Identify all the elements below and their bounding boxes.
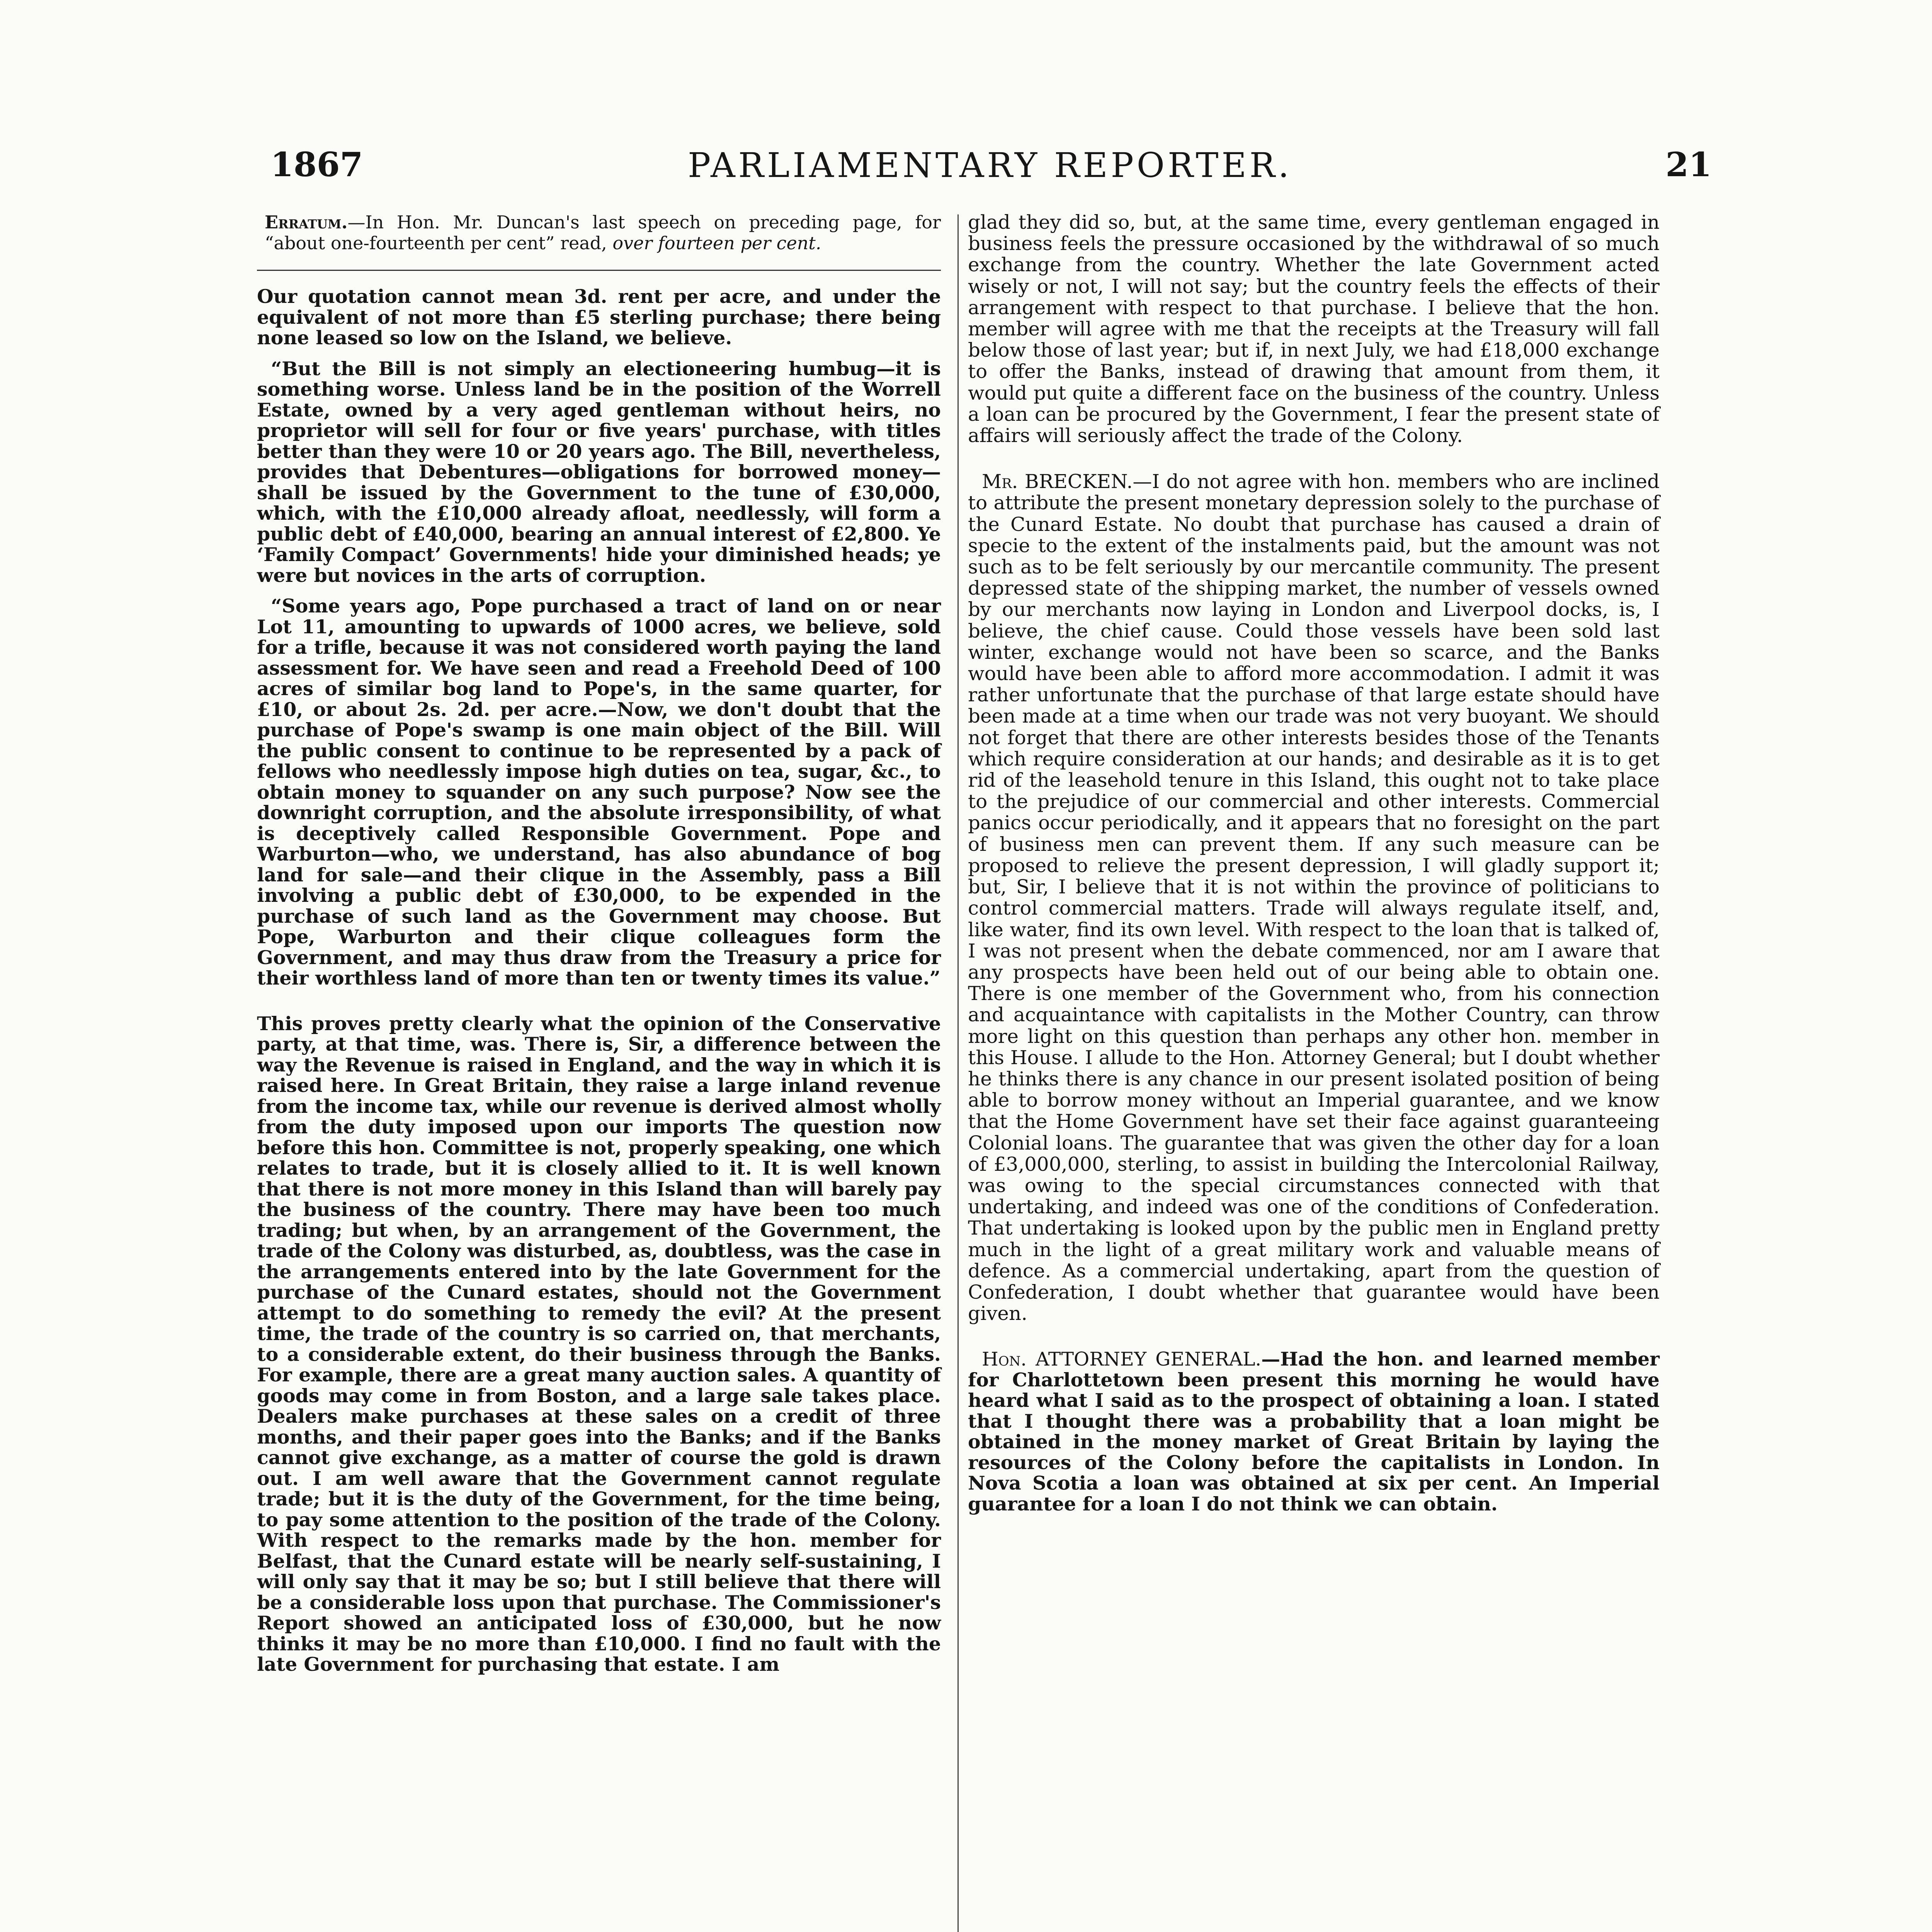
brecken-speech: —I do not agree with hon. members who are inclined to attribute the present monetary depression solely to the purchase of the Cunard Estate. No doubt that purchase has caused a drain of specie to the extent of the instalments paid, but the amount was not such as to be felt seriously by our mercantile community. The present depressed state of the shipping market, the number of vessels owned by our merchants now laying in London and Liverpool docks, is, I believe, the chief cause. Could those vessels have been sold last winter, exchange would not have been so scarce, and the Banks would have been able to afford more accommodation. I admit it was rather unfortunate that the purchase of that large estate should have been made at a time when our trade was not very buoyant. We should not forget that there are other interests besides those of the Tenants which require consideration at our hands; and desirable as it is to get rid of the leasehold tenure in this Island, this ought not to take place to the prejudice of our commercial and other interests. Commercial panics occur periodically, and it appears that no foresight on the part of business men can prevent them. If any such measure can be proposed to relieve the present depression, I will gladly support it; but, Sir, I believe that it is not within the province of politicians to control commercial matters. Trade will always regulate itself, and, like water, find its own level. With respect to the loan that is talked of, I was not present when the debate commenced, nor am I aware that any prospects have been held out of our being able to obtain one. There is one member of the Government who, from his connection and acquaintance with capitalists in the Mother Country, can throw more light on this question than perhaps any other hon. member in this House. I allude to the Hon. Attorney General; but I doubt whether he thinks there is any chance in our present isolated position of being able to borrow money without an Imperial guarantee, and we know that the Home Government have set their face against guaranteeing Colonial loans. The guarantee that was given the other day for a loan of £3,000,000, sterling, to assist in building the Intercolonial Railway, was owing to the special circumstances connected with that undertaking, and indeed was one of the conditions of Confederation. That undertaking is looked upon by the public men in England pretty much in the light of a great military work and valuable means of defence. As a commercial undertaking, apart from the question of Confederation, I doubt whether that guarantee would have been given. (968, 470, 1660, 1325)
speaker-attorney-general: Hon. ATTORNEY GENERAL. (982, 1348, 1262, 1371)
header-year: 1867 (270, 145, 363, 184)
paragraph-quotation-note: Our quotation cannot mean 3d. rent per acre, and under the equivalent of not more than £5 sterling purchase; there being none leased so low on the Island, we believe. (257, 285, 941, 349)
left-column (257, 212, 941, 1675)
right-column (968, 212, 1660, 1514)
erratum-note (257, 212, 941, 253)
header-title: PARLIAMENTARY REPORTER. (688, 145, 1292, 185)
paragraph-attorney-general (968, 1349, 1660, 1514)
quoted-paragraph-2: “Some years ago, Pope purchased a tract of land on or near Lot 11, amounting to upwards of 1000 acres, we believe, sold for a trifle, because it was not considered worth paying the land assessment for. We have seen and read a Freehold Deed of 100 acres of similar bog land to Pope's, in the same quarter, for £10, or about 2s. 2d. per acre.—Now, we don't doubt that the purchase of Pope's swamp is one main object of the Bill. Will the public consent to continue to be represented by a pack of fellows who needlessly impose high duties on tea, sugar, &c., to obtain money to squander on any such purpose? Now see the downright corruption, and the absolute irresponsibility, of what is deceptively called Responsible Government. Pope and Warburton—who, we understand, has also abundance of bog land for sale—and their clique in the Assembly, pass a Bill involving a public debt of £30,000, to be expended in the purchase of such land as the Government may choose. But Pope, Warburton and their clique colleagues form the Government, and may thus draw from the Treasury a price for their worthless land of more than ten or twenty times its value.” (257, 595, 941, 989)
erratum-divider (257, 270, 941, 271)
paragraph-continuation: glad they did so, but, at the same time, every gentleman engaged in business feels the pressure occasioned by the withdrawal of so much exchange from the country. Whether the late Government acted wisely or not, I will not say; but the country feels the effects of their arrangement with respect to that purchase. I believe that the hon. member will agree with me that the receipts at the Treasury will fall below those of last year; but if, in next July, we had £18,000 exchange to offer the Banks, instead of drawing that amount from them, it would put quite a different face on the business of the country. Unless a loan can be procured by the Government, I fear the present state of affairs will seriously affect the trade of the Colony. (968, 211, 1660, 447)
page-header (270, 145, 1712, 192)
erratum-correction: over fourteen per cent. (612, 233, 821, 253)
speaker-brecken: Mr. BRECKEN. (982, 470, 1133, 493)
paragraph-brecken (968, 471, 1660, 1324)
attorney-general-speech: —Had the hon. and learned member for Charlottetown been present this morning he would have heard what I said as to the prospect of obtaining a loan. I stated that I thought there was a probability that a loan might be obtained in the money market of Great Britain by laying the resources of the Colony before the capitalists in London. In Nova Scotia a loan was obtained at six per cent. An Imperial guarantee for a loan I do not think we can obtain. (968, 1348, 1660, 1515)
column-divider (957, 214, 959, 1932)
erratum-body: —In Hon. Mr. Duncan's last speech on preceding page, for “about one-fourteenth per cent” read, (265, 212, 941, 253)
quoted-paragraph-1: “But the Bill is not simply an electioneering humbug—it is something worse. Unless land be in the position of the Worrell Estate, owned by a very aged gentleman without heirs, no proprietor will sell for four or five years' purchase, with titles better than they were 10 or 20 years ago. The Bill, nevertheless, provides that Debentures—obligations for borrowed money—shall be issued by the Government to the tune of £30,000, which, with the £10,000 already afloat, needlessly, will form a public debt of £40,000, bearing an annual interest of £2,800. Ye ‘Family Compact’ Governments! hide your diminished heads; ye were but novices in the arts of corruption. (257, 357, 941, 587)
page-number: 21 (1665, 145, 1712, 184)
erratum-lead: Erratum. (265, 212, 348, 233)
paragraph-conservative-party: This proves pretty clearly what the opinion of the Conservative party, at that time, was. There is, Sir, a difference between the way the Revenue is raised in England, and the way in which it is raised here. In Great Britain, they raise a large inland revenue from the income tax, while our revenue is derived almost wholly from the duty imposed upon our imports The question now before this hon. Committee is not, properly speaking, one which relates to trade, but it is closely allied to it. It is well known that there is not more money in this Island than will barely pay the business of the country. There may have been too much trading; but when, by an arrangement of the Government, the trade of the Colony was disturbed, as, doubtless, was the case in the arrangements entered into by the late Government for the purchase of the Cunard estates, should not the Government attempt to do something to remedy the evil? At the present time, the trade of the country is so carried on, that merchants, to a considerable extent, do their business through the Banks. For example, there are a great many auction sales. A quantity of goods may come in from Boston, and a large sale takes place. Dealers make purchases at these sales on a credit of three months, and their paper goes into the Banks; and if the Banks cannot give exchange, as a matter of course the gold is drawn out. I am well aware that the Government cannot regulate trade; but it is the duty of the Government, for the time being, to pay some attention to the position of the trade of the Colony. With respect to the remarks made by the hon. member for Belfast, that the Cunard estate will be nearly self-sustaining, I will only say that it may be so; but I still believe that there will be a considerable loss upon that purchase. The Commissioner's Report showed an anticipated loss of £30,000, but he now thinks it may be no more than £10,000. I find no fault with the late Government for purchasing that estate. I am (257, 1012, 941, 1675)
